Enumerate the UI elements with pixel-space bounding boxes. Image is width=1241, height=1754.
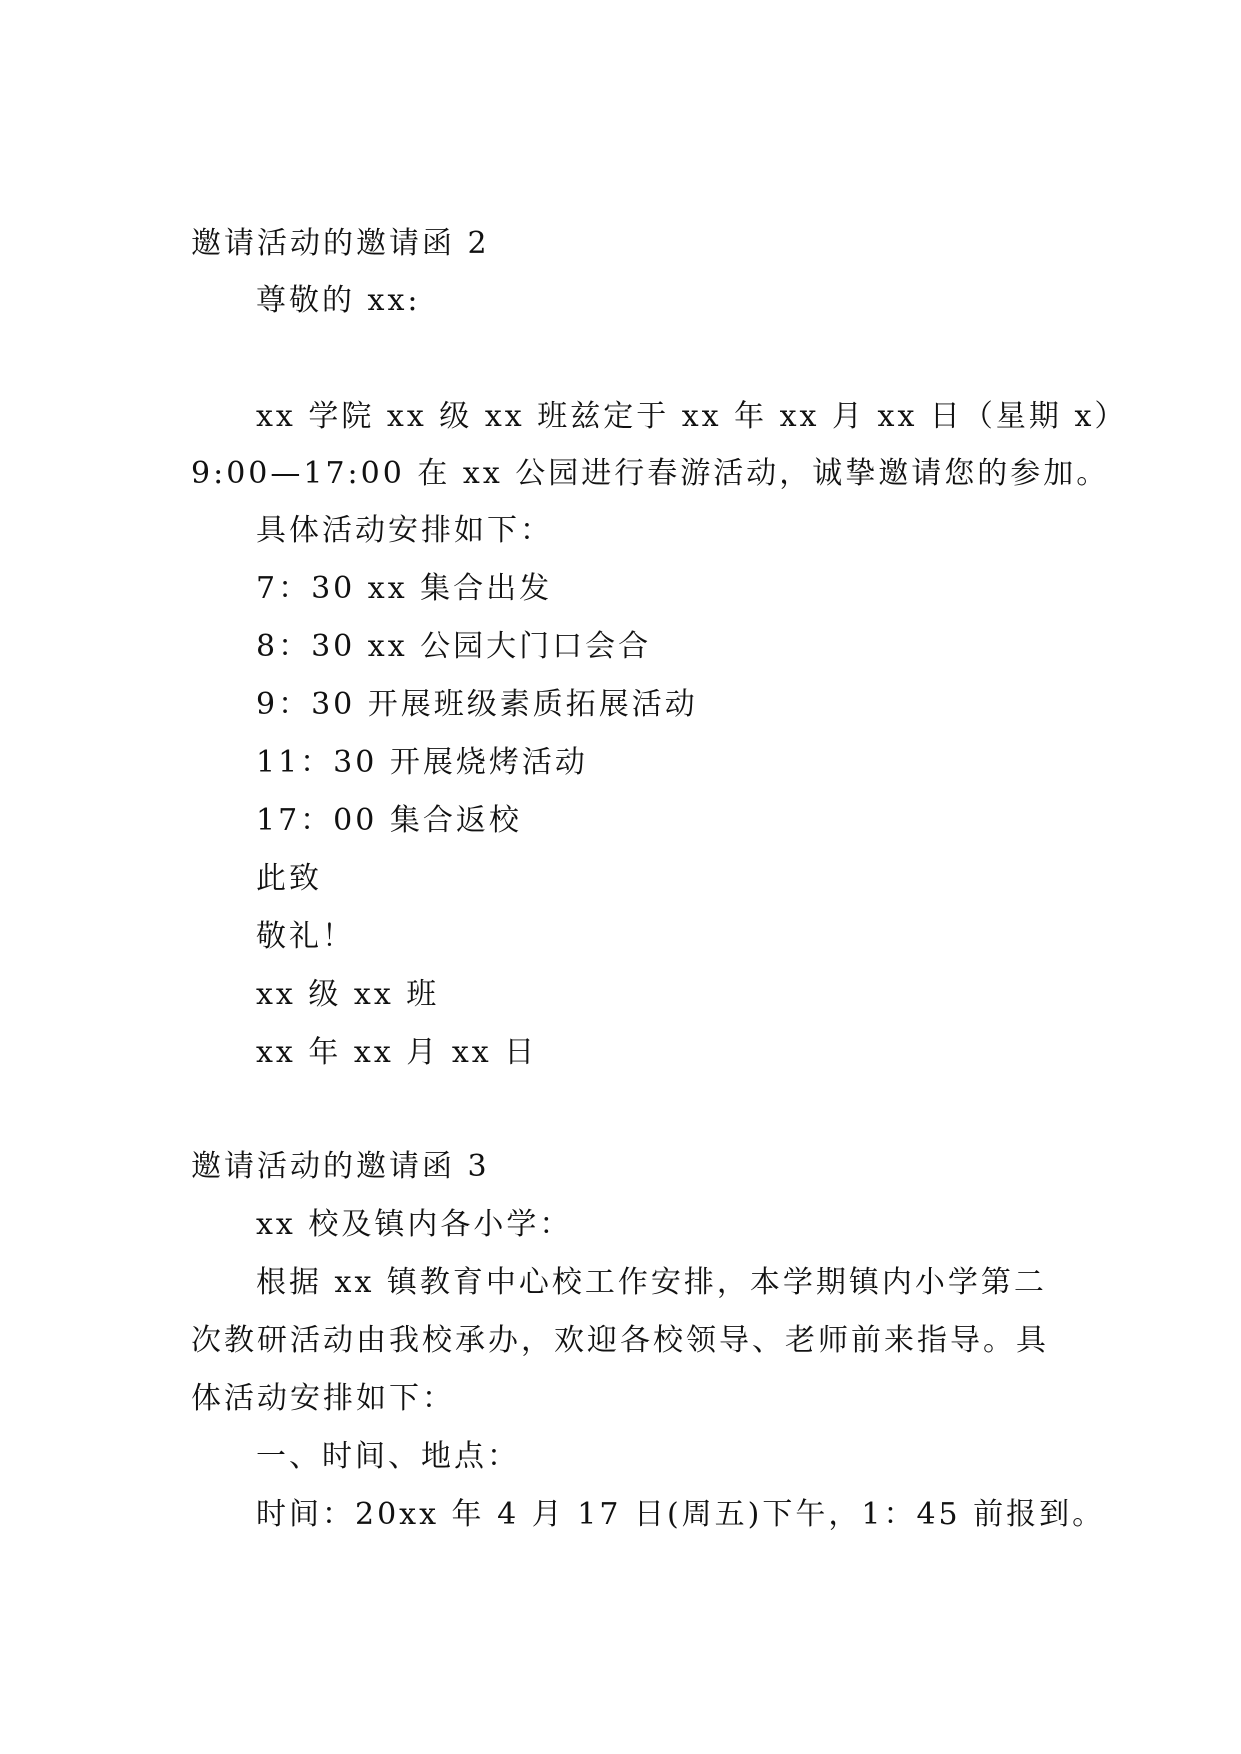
schedule-item: 17：00 集合返校 xyxy=(256,803,522,838)
schedule-item: 8：30 xx 公园大门口会合 xyxy=(256,629,652,664)
closing-salute: 敬礼！ xyxy=(256,919,355,954)
schedule-item: 11：30 开展烧烤活动 xyxy=(256,745,588,780)
section2-title: 邀请活动的邀请函 2 xyxy=(191,226,490,261)
section3-item-heading: 一、时间、地点： xyxy=(256,1439,520,1474)
section2-body-line1: xx 学院 xx 级 xx 班兹定于 xx 年 xx 月 xx 日（星期 x） xyxy=(256,399,1128,434)
section3-para-line1: 根据 xx 镇教育中心校工作安排，本学期镇内小学第二 xyxy=(256,1265,1047,1300)
section2-salutation: 尊敬的 xx: xyxy=(256,283,421,318)
section3-para-line2: 次教研活动由我校承办，欢迎各校领导、老师前来指导。具 xyxy=(191,1323,1049,1358)
section3-salutation: xx 校及镇内各小学： xyxy=(256,1207,573,1242)
schedule-item: 7：30 xx 集合出发 xyxy=(256,571,553,606)
schedule-item: 9：30 开展班级素质拓展活动 xyxy=(256,687,698,722)
section3-para-line3: 体活动安排如下： xyxy=(191,1381,455,1416)
section2-body-line2: 9:00—17:00 在 xx 公园进行春游活动，诚挚邀请您的参加。 xyxy=(191,456,1110,491)
closing-line: 此致 xyxy=(256,861,322,896)
signature-date: xx 年 xx 月 xx 日 xyxy=(256,1035,538,1070)
signature: xx 级 xx 班 xyxy=(256,977,440,1012)
section3-item-time: 时间：20xx 年 4 月 17 日(周五)下午，1：45 前报到。 xyxy=(256,1497,1106,1532)
section3-title: 邀请活动的邀请函 3 xyxy=(191,1149,490,1184)
section2-schedule-intro: 具体活动安排如下： xyxy=(256,513,553,548)
